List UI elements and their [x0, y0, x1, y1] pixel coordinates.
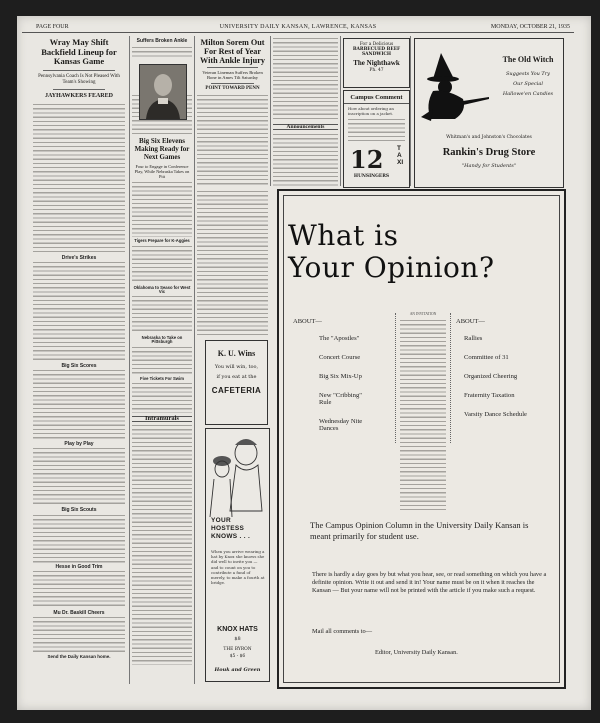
story-subhead: Five Tickets For Swim: [140, 375, 184, 381]
story-body: [132, 296, 192, 334]
ad-mail-line: Mail all comments to—: [312, 628, 372, 635]
story-subhead: Nebraska to Take on Pittsburgh: [141, 335, 183, 345]
opinion-topic: Big Six Mix-Up: [319, 373, 362, 380]
cafeteria-ad-line: if you eat at the: [216, 374, 257, 380]
story-deck: Veteran Lineman Suffers Broken Bone in Ames Tilt Saturday: [202, 70, 263, 81]
story-subhead: Mu Dr. Baskill Cheers: [53, 609, 105, 616]
story-column-3: [197, 36, 268, 191]
chocolates-line: Whitman's and Johnston's Chocolates: [446, 135, 532, 140]
nighthawk-line: SANDWICH: [361, 52, 392, 57]
witch-illustration: [419, 49, 491, 129]
nighthawk-name: The Nighthawk: [353, 59, 400, 67]
story-column-4: [273, 36, 338, 186]
about-label: ABOUT—: [456, 318, 485, 325]
campus-comment-box: [343, 90, 410, 188]
cafeteria-name: CAFETERIA: [211, 386, 262, 395]
cafeteria-ad-title: K. U. Wins: [217, 349, 256, 358]
intramurals-heading: Intramurals: [132, 416, 192, 422]
knox-price-range: $5 - $6: [229, 654, 246, 659]
story-body: [33, 448, 125, 506]
story-kicker: POINT TOWARD PENN: [205, 85, 260, 91]
cafeteria-ad-line: You will win, too,: [214, 364, 259, 370]
story-headline: Milton Sorem Out For Rest of Year With Ankle Injury: [200, 38, 265, 65]
opinion-topic: Organized Cheering: [464, 373, 518, 380]
about-right-list: [456, 318, 556, 430]
opinion-topic: Concert Course: [319, 354, 361, 361]
rankins-ad-title: The Old Witch: [502, 55, 554, 64]
athlete-photo: [139, 64, 187, 120]
announcements-heading: Announcements: [273, 124, 338, 130]
story-body: [132, 425, 192, 665]
story-column-1: [33, 36, 125, 684]
about-label: ABOUT—: [293, 318, 322, 325]
story-subhead: Hesse in Good Trim: [55, 563, 103, 570]
ad-divider: [450, 313, 451, 443]
story-deck: Four to Engage in Conference Play, While Nebraska Takes on Pitt: [134, 163, 190, 180]
story-column-2: [132, 36, 192, 684]
knox-model: THE BYRON: [223, 647, 252, 652]
ad-title: [288, 220, 494, 284]
opinion-topic: The "Apostles": [319, 335, 360, 342]
opinion-topic: Rallies: [464, 335, 483, 342]
story-column-3-cont: [197, 191, 268, 336]
taxi-company: HUNSINGERS: [353, 174, 390, 179]
ad-divider: [395, 313, 396, 443]
story-body: [132, 47, 192, 59]
taxi-number: 12: [350, 145, 384, 174]
column-rule: [270, 36, 271, 186]
knox-ad-headline: YOUR HOSTESS KNOWS . . .: [211, 517, 251, 540]
ad-title-line: Your Opinion?: [288, 251, 495, 284]
opinion-topic: New "Cribbing" Rule: [319, 392, 362, 406]
store-signature: Houk and Green: [214, 667, 261, 673]
story-body: [197, 95, 268, 185]
page-number: PAGE FOUR: [36, 24, 69, 30]
column-rule: [340, 36, 341, 186]
story-body: [132, 182, 192, 237]
knox-ad-body: When you arrive wearing a hat by Knox she knows she did well to invite you — and to count on you to contribute a fund of merely, to make a fourth at bridge.: [211, 549, 265, 586]
campus-comment-body: How about ordering an inscription on a jacket.: [348, 106, 394, 116]
story-subhead: Tigers Prepare for K-Aggies: [134, 238, 190, 244]
column-rule: [194, 36, 195, 684]
invitation-text: [400, 320, 446, 510]
story-kicker: JAYHAWKERS FEARED: [45, 92, 113, 99]
story-subhead: Oklahoma to Seaso for West Vic: [133, 284, 191, 294]
portrait-image: [140, 65, 186, 119]
opinion-topic: Wednesday Nite Dances: [319, 418, 363, 432]
page-header: [22, 22, 574, 33]
story-body: [33, 571, 125, 609]
nighthawk-line: For a Delicious: [359, 42, 394, 47]
story-headline: Wray May Shift Backfield Lineup for Kansas Game: [41, 37, 117, 66]
taxi-word: TAXI: [397, 145, 404, 166]
story-body: [33, 104, 125, 254]
story-body: [273, 38, 338, 120]
rankins-tagline: "Handy for Students": [461, 163, 517, 169]
knox-hats-ad: [205, 428, 270, 682]
nighthawk-ad: [343, 38, 410, 88]
story-body: [33, 617, 125, 653]
masthead: UNIVERSITY DAILY KANSAN, LAWRENCE, KANSAS: [219, 24, 377, 30]
story-headline: Big Six Elevens Making Ready for Next Games: [134, 137, 190, 161]
story-subhead: Play by Play: [64, 441, 94, 448]
story-body: [132, 246, 192, 284]
nighthawk-phone: Ph. 47: [369, 68, 384, 73]
knox-brand: KNOX HATS: [217, 626, 258, 633]
campus-comment-title: Campus Comment: [344, 94, 409, 104]
campus-comment-text: [348, 119, 405, 141]
cafeteria-ad: [205, 340, 268, 425]
rankins-drug-store-ad: [414, 38, 564, 188]
story-deck: Pennsylvania Coach Is Not Pleased With Team's Showing: [38, 73, 120, 85]
story-subhead: Big Six Scouts: [61, 507, 97, 514]
ad-main-statement: The Campus Opinion Column in the University Daily Kansan is meant primarily for student use.: [310, 520, 529, 541]
about-left-list: [293, 318, 373, 444]
story-subhead: Big Six Scores: [61, 362, 97, 369]
nighthawk-line: BARBECUED BEEF: [352, 47, 401, 52]
ad-signature: Editor, University Daily Kansan.: [375, 649, 458, 656]
ad-body: There is hardly a day goes by but what you hear, see, or read something on which you have a definite opinion. Write it out and send it in! Your name must be on it when it reaches the Kansan — But your name will not be printed with the article if you make such a request.: [312, 571, 547, 595]
photo-caption: Suffers Broken Ankle: [136, 38, 188, 44]
opinion-topic: Varsity Dance Schedule: [464, 411, 527, 418]
story-body: [197, 191, 268, 336]
story-body: [33, 370, 125, 440]
story-subhead: Drive's Strikes: [61, 254, 97, 261]
story-body: [273, 134, 338, 186]
issue-date: MONDAY, OCTOBER 21, 1935: [490, 24, 570, 30]
invitation-title: AN INVITATION: [409, 312, 437, 316]
story-body: [132, 347, 192, 375]
rankins-ad-line: Our Special: [513, 81, 543, 87]
column-rule: [129, 36, 130, 684]
rankins-ad-line: Suggests You Try: [506, 71, 550, 77]
house-ad-line: Send the Daily Kansan home.: [47, 654, 111, 660]
ad-title-line: What is: [288, 219, 399, 252]
opinion-topic: Fraternity Taxation: [464, 392, 515, 399]
story-body: [33, 262, 125, 362]
rankins-store-name: Rankin's Drug Store: [442, 147, 536, 158]
opinion-topic: Committee of 31: [464, 354, 509, 361]
story-body: [33, 515, 125, 563]
knox-price: $8: [234, 636, 241, 642]
column-rule: [410, 36, 411, 186]
hostess-illustration: [206, 431, 269, 519]
rankins-ad-line: Hallowe'en Candies: [502, 91, 554, 97]
story-body: [132, 383, 192, 413]
